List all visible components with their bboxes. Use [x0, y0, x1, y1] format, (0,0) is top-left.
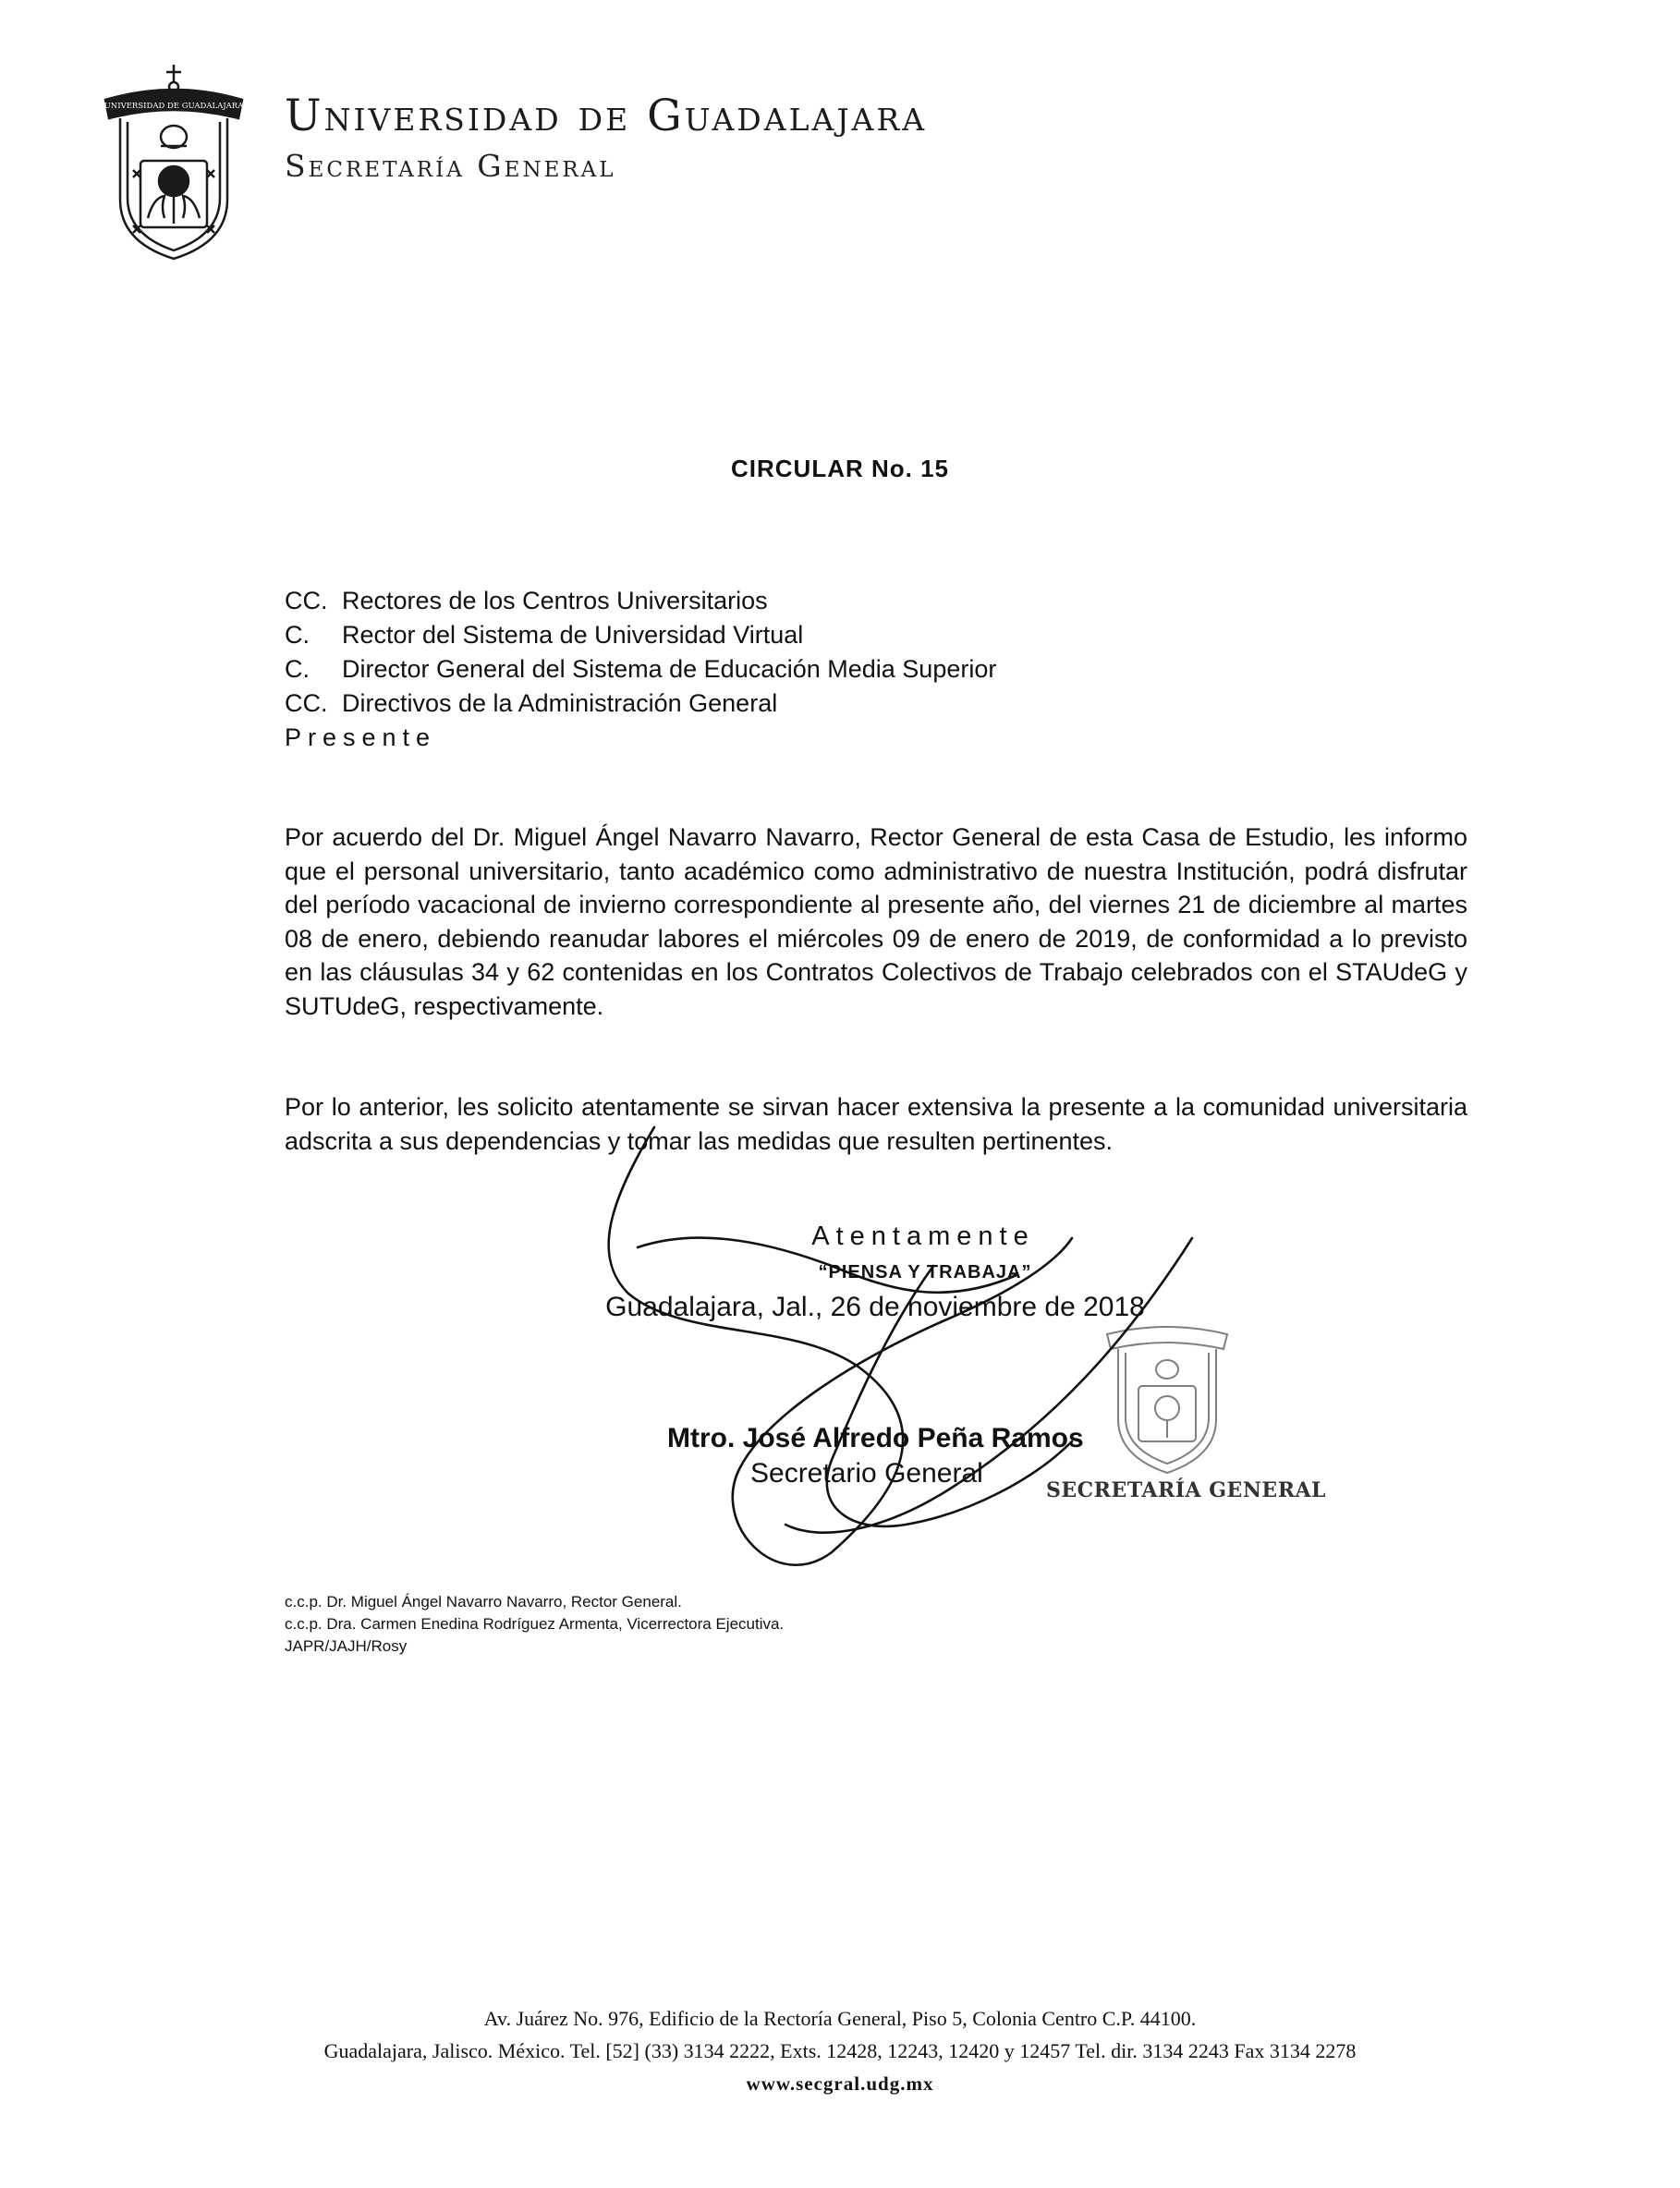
footer-address: Av. Juárez No. 976, Edificio de la Rectoría General, Piso 5, Colonia Centro C.P. 44100. — [483, 2007, 1197, 2030]
addressee-line: C. Director General del Sistema de Educación Media Superior — [285, 655, 997, 683]
stamp-label: SECRETARÍA GENERAL — [1046, 1478, 1327, 1502]
body-paragraph-1: Por acuerdo del Dr. Miguel Ángel Navarro Navarro, Rector General de esta Casa de Estudio, les informo que el personal universitario, tanto académico como administrativo de nuestra Institución, podrá disfrutar del período vacacional de invierno correspondiente al presente año, del viernes 21 de diciembre al martes 08 de enero, debiendo reanudar labores el miércoles 09 de enero de 2019, de conformidad a lo previsto en las cláusulas 34 y 62 contenidas en los Contratos Colectivos de Trabajo celebrados con el STAUdeG y SUTUdeG, respectivamente. — [285, 823, 1467, 1020]
addressee-line: C. Rector del Sistema de Universidad Virtual — [285, 621, 804, 649]
ccp-initials: JAPR/JAJH/Rosy — [285, 1637, 408, 1655]
presente-label: Presente — [285, 723, 437, 751]
addressee-line: CC. Rectores de los Centros Universitarios — [285, 587, 768, 614]
crest-motto-top: UNIVERSIDAD DE GUADALAJARA — [103, 102, 244, 111]
signer-name: Mtro. José Alfredo Peña Ramos — [667, 1423, 1084, 1453]
ccp-line: c.c.p. Dra. Carmen Enedina Rodríguez Armenta, Vicerrectora Ejecutiva. — [285, 1615, 785, 1633]
footer-contact: Guadalajara, Jalisco. México. Tel. [52] (33) 3134 2222, Exts. 12428, 12243, 12420 y 12457 Tel. dir. 3134 2243 Fax 3134 2278 — [323, 2039, 1357, 2062]
official-stamp-icon — [1098, 1318, 1236, 1479]
addressee-block — [285, 584, 996, 755]
addressee-line: CC. Directivos de la Administración General — [285, 689, 778, 717]
university-crest-icon — [100, 61, 248, 264]
ccp-block — [285, 1591, 784, 1658]
signer-role: Secretario General — [750, 1458, 983, 1489]
closing-motto: “PIENSA Y TRABAJA” — [818, 1262, 1032, 1282]
closing-atentamente: Atentamente — [811, 1222, 1035, 1251]
university-title: Universidad de Guadalajara — [285, 91, 928, 141]
circular-number: CIRCULAR No. 15 — [730, 455, 949, 482]
footer-website: www.secgral.udg.mx — [746, 2073, 934, 2095]
ccp-line: c.c.p. Dr. Miguel Ángel Navarro Navarro, Rector General. — [285, 1593, 682, 1611]
closing-date: Guadalajara, Jal., 26 de noviembre de 2018 — [605, 1292, 1145, 1322]
body-paragraph-2: Por lo anterior, les solicito atentamente se sirvan hacer extensiva la presente a la comunidad universitaria adscrita a sus dependencias y tomar las medidas que resulten pertinentes. — [285, 1093, 1467, 1155]
university-subtitle: Secretaría General — [285, 148, 616, 184]
